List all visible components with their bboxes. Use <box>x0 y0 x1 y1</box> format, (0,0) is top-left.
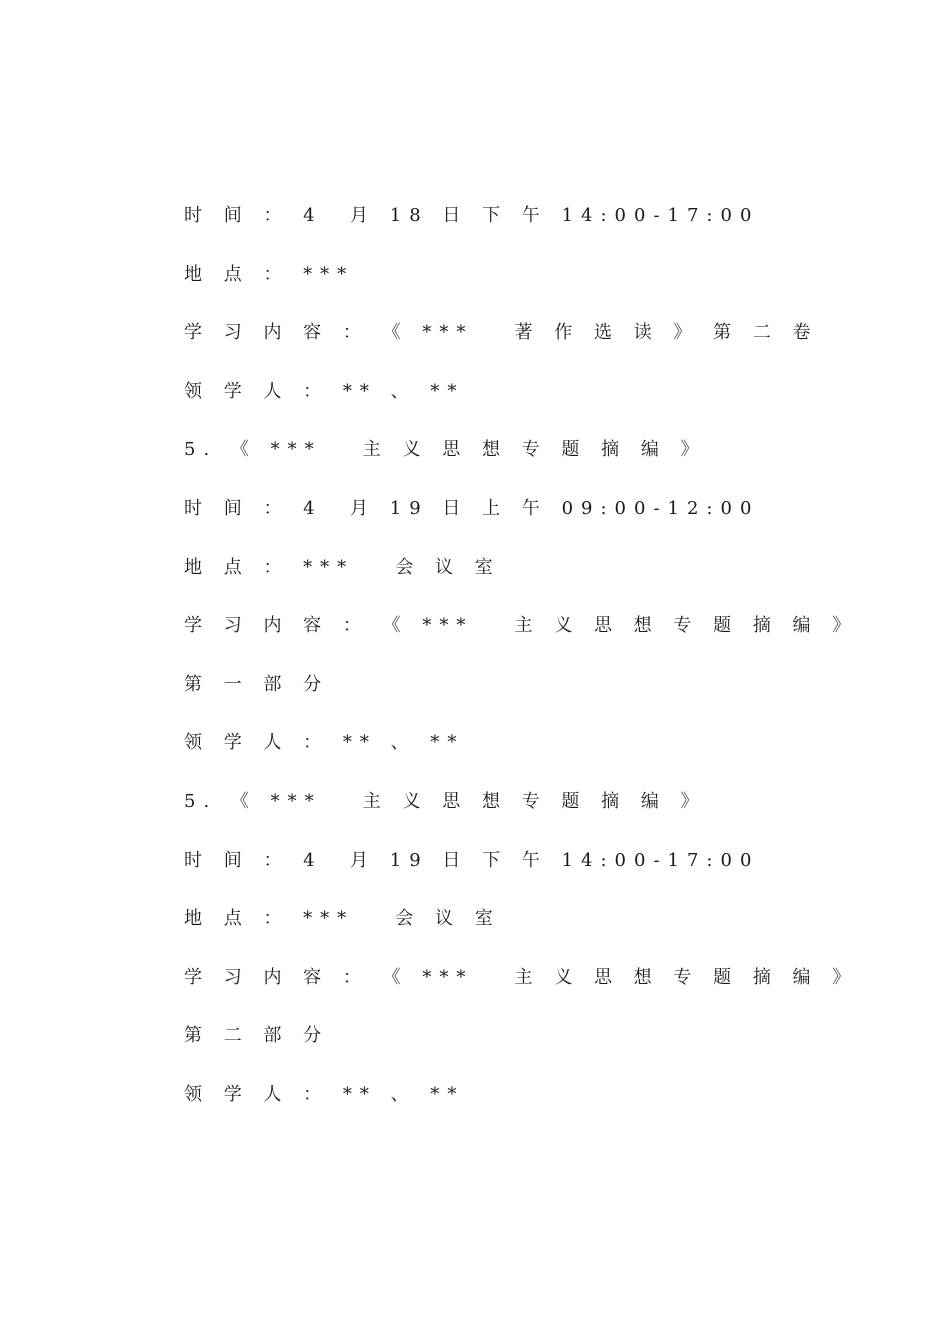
study-content-line: 学 习 内 容 ： 《 *** 著 作 选 读 》 第 二 卷 <box>184 322 819 344</box>
schedule-location-line: 地 点 ： *** <box>184 263 355 285</box>
study-leader-line: 领 学 人 ： ** 、 ** <box>184 732 465 754</box>
study-leader-line: 领 学 人 ： ** 、 ** <box>184 1083 465 1105</box>
schedule-time-line: 时 间 ： 4 月 19 日 下 午 14:00-17:00 <box>184 849 760 871</box>
schedule-time-line: 时 间 ： 4 月 18 日 下 午 14:00-17:00 <box>184 205 760 226</box>
study-leader-line: 领 学 人 ： ** 、 ** <box>184 380 465 402</box>
section-heading: 5. 《 *** 主 义 思 想 专 题 摘 编 》 <box>184 790 707 812</box>
schedule-location-line: 地 点 ： *** 会 议 室 <box>184 556 501 578</box>
schedule-location-line: 地 点 ： *** 会 议 室 <box>184 908 501 930</box>
study-part-line: 第 二 部 分 <box>184 1025 330 1047</box>
section-heading: 5. 《 *** 主 义 思 想 专 题 摘 编 》 <box>184 439 707 461</box>
study-content-line: 学 习 内 容 ： 《 *** 主 义 思 想 专 题 摘 编 》 <box>184 615 859 637</box>
schedule-time-line: 时 间 ： 4 月 19 日 上 午 09:00-12:00 <box>184 497 760 519</box>
study-content-line: 学 习 内 容 ： 《 *** 主 义 思 想 专 题 摘 编 》 <box>184 966 859 988</box>
study-part-line: 第 一 部 分 <box>184 673 330 695</box>
document-body <box>184 204 884 1142</box>
